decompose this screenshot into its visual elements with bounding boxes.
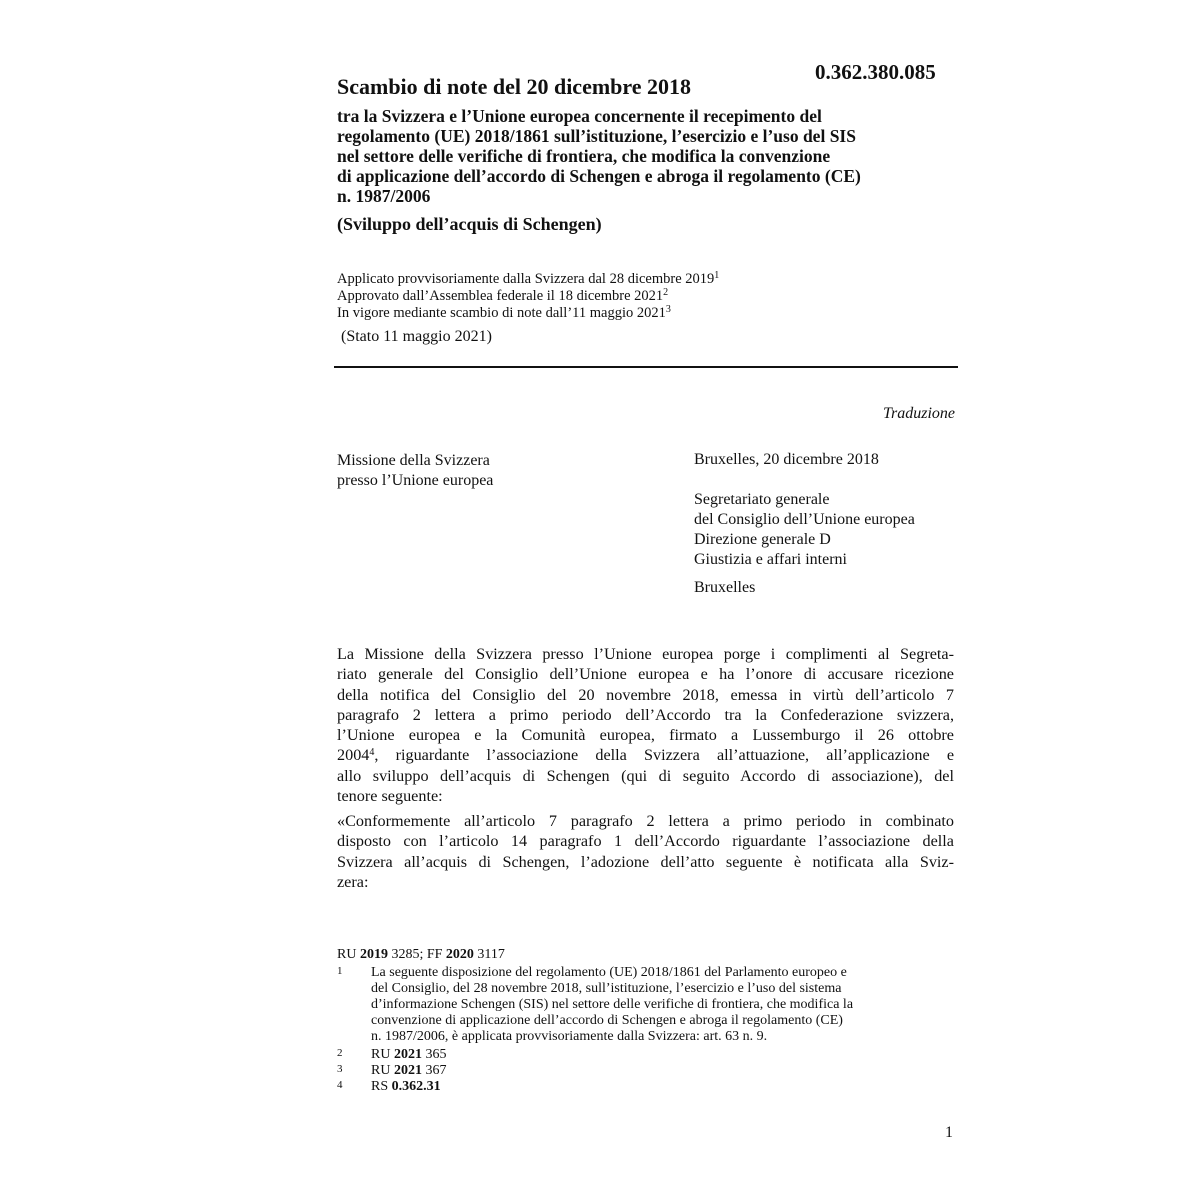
body-line: Svizzera all’acquis di Schengen, l’adozione dell’atto seguente è notificata alla Sviz- (337, 852, 954, 871)
footnote-ref[interactable]: 2 (663, 287, 669, 298)
subtitle-line: regolamento (UE) 2018/1861 sull’istituzione, l’esercizio e l’uso del SIS (337, 126, 856, 146)
ref-page: 367 (425, 1063, 447, 1078)
footnote-line: La seguente disposizione del regolamento (UE) 2018/1861 del Parlamento europeo e (371, 965, 847, 980)
recipient-line: Giustizia e affari interni (694, 551, 847, 568)
applicability-text: Approvato dall’Assemblea federale il 18 dicembre 2021 (337, 288, 664, 304)
body-line (337, 745, 954, 765)
footnote-text (371, 1063, 446, 1079)
ref-prefix: RU (337, 947, 357, 962)
body-line-rest: , riguardante l’associazione della Svizzera all’attuazione, all’applicazione e (374, 746, 954, 765)
subtitle-line: di applicazione dell’accordo di Schengen e abroga il regolamento (CE) (337, 166, 861, 186)
document-subtitle (337, 106, 962, 206)
ref-prefix: RU (371, 1063, 391, 1078)
applicability-text: Applicato provvisoriamente dalla Svizzera dal 28 dicembre 2019 (337, 271, 715, 287)
body-line: zera: (337, 872, 369, 891)
ref-prefix: RU (371, 1047, 391, 1062)
footnote-number: 1 (337, 965, 343, 977)
ref-page: 365 (425, 1047, 447, 1062)
footnote-number: 2 (337, 1047, 343, 1059)
footnote-line: del Consiglio, del 28 novembre 2018, sull’istituzione, l’esercizio e l’uso del sistema (371, 981, 842, 996)
body-paragraph-2 (337, 811, 954, 892)
body-line: «Conformemente all’articolo 7 paragrafo 2 lettera a primo periodo in combinato (337, 812, 954, 830)
footnote-text (371, 1047, 446, 1063)
ref-page: 3117 (477, 947, 505, 962)
footnote-text (371, 1079, 441, 1095)
footnote-ref[interactable]: 4 (369, 747, 375, 759)
ref-code: 0.362.31 (391, 1079, 441, 1094)
sender-line: Missione della Svizzera (337, 452, 490, 469)
subtitle-line: tra la Svizzera e l’Unione europea concernente il recepimento del (337, 106, 822, 126)
ref-year: 2021 (393, 1063, 422, 1078)
body-line: La Missione della Svizzera presso l’Unione europea porge i complimenti al Segreta- (337, 645, 954, 663)
body-line: l’Unione europea e la Comunità europea, firmato a Lussemburgo il 26 ottobre (337, 726, 954, 745)
page-number: 1 (945, 1124, 953, 1141)
body-line: paragrafo 2 lettera a primo periodo dell’Accordo tra la Confederazione svizzera, (337, 705, 954, 724)
place-date: Bruxelles, 20 dicembre 2018 (694, 451, 879, 468)
body-line: tenore seguente: (337, 787, 443, 806)
footnote-line: convenzione di applicazione dell’accordo di Schengen e abroga il regolamento (CE) (371, 1013, 843, 1028)
ref-prefix: RS (371, 1079, 389, 1094)
recipient-line: Segretariato generale (694, 491, 830, 508)
ref-year: 2019 (359, 947, 388, 962)
footnote-line: n. 1987/2006, è applicata provvisoriamente dalla Svizzera: art. 63 n. 9. (371, 1029, 768, 1044)
agreement-year: 2004 (337, 746, 370, 765)
official-reference (337, 947, 505, 963)
recipient-line: Direzione generale D (694, 531, 831, 548)
applicability-line (337, 288, 719, 305)
footnote-line: d’informazione Schengen (SIS) nel settore delle verifiche di frontiera, che modifica la (371, 997, 854, 1012)
footnote-text (371, 965, 853, 1045)
footnote-ref[interactable]: 3 (665, 304, 671, 315)
sender-address (337, 451, 493, 491)
applicability-block (337, 271, 719, 322)
footnote-number: 4 (337, 1079, 343, 1091)
sender-line: presso l’Unione europea (337, 472, 494, 489)
applicability-line (337, 305, 719, 322)
body-line: della notifica del Consiglio del 20 novembre 2018, emessa in virtù dell’articolo 7 (337, 685, 954, 704)
recipient-address (694, 490, 915, 570)
recipient-line: del Consiglio dell’Unione europea (694, 511, 915, 528)
ref-page: 3285; FF (391, 947, 443, 962)
applicability-line (337, 271, 719, 288)
subtitle-line: n. 1987/2006 (337, 186, 431, 206)
applicability-text: In vigore mediante scambio di note dall’11 maggio 2021 (337, 305, 666, 321)
ref-year: 2021 (393, 1047, 422, 1062)
footnote-number: 3 (337, 1063, 343, 1075)
schengen-development-note: (Sviluppo dell’acquis di Schengen) (337, 214, 602, 234)
body-paragraph-1 (337, 644, 954, 806)
status-date: (Stato 11 maggio 2021) (341, 328, 492, 345)
body-line: riato generale del Consiglio dell’Unione europea e ha l’onore di accusare ricezione (337, 665, 954, 684)
sr-number: 0.362.380.085 (815, 60, 936, 84)
document-title: Scambio di note del 20 dicembre 2018 (337, 74, 692, 99)
ref-year: 2020 (445, 947, 474, 962)
body-line: allo sviluppo dell’acquis di Schengen (qui di seguito Accordo di associazione), del (337, 766, 954, 785)
header-divider (334, 366, 958, 368)
footnote-ref[interactable]: 1 (714, 270, 720, 281)
translation-label: Traduzione (882, 405, 955, 422)
recipient-city: Bruxelles (694, 579, 756, 596)
subtitle-line: nel settore delle verifiche di frontiera, che modifica la convenzione (337, 146, 831, 166)
body-line: disposto con l’articolo 14 paragrafo 1 dell’Accordo riguardante l’associazione della (337, 832, 954, 851)
